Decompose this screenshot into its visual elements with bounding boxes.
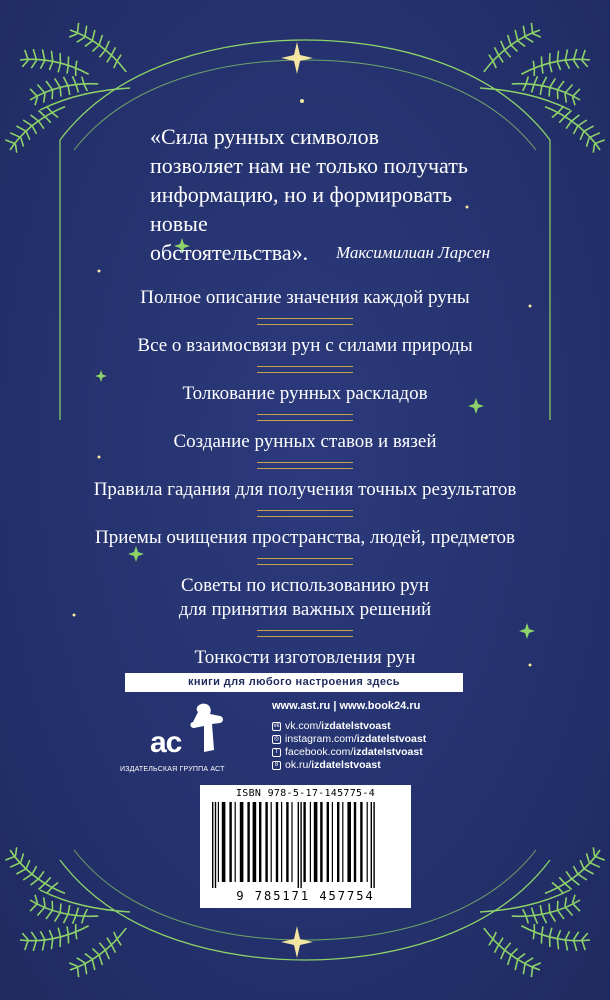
website-links[interactable]: www.ast.ru | www.book24.ru xyxy=(272,700,421,712)
svg-text:ac: ac xyxy=(150,726,182,759)
barcode-bars xyxy=(210,802,404,888)
gold-divider xyxy=(257,462,353,469)
publisher-name: ИЗДАТЕЛЬСКАЯ ГРУППА АСТ xyxy=(120,766,225,773)
gold-divider xyxy=(257,558,353,565)
feature-item: Правила гадания для получения точных результатов xyxy=(93,479,517,500)
feature-list xyxy=(40,286,570,670)
social-link-ok[interactable]: 8 ok.ru/ izdatelstvoast xyxy=(272,759,472,772)
quote-line: информацию, но и формировать новые xyxy=(150,182,453,236)
vk-icon: vk xyxy=(273,723,280,729)
social-links xyxy=(272,720,472,772)
gold-divider xyxy=(257,510,353,517)
social-link-vk[interactable]: vk vk.com/ izdatelstvoast xyxy=(273,720,391,732)
feature-item: Создание рунных ставов и вязей xyxy=(173,431,437,452)
ean-number: 9 785171 457754 xyxy=(236,889,375,903)
tagline-banner: книги для любого настроения здесь xyxy=(125,673,463,692)
feature-item: Толкование рунных раскладов xyxy=(182,383,428,404)
publisher-logo xyxy=(120,700,270,780)
bottom-star-icon xyxy=(281,926,313,958)
quote-line: позволяет нам не только получать xyxy=(150,153,468,178)
quote-line: обстоятельства». xyxy=(150,240,309,265)
feature-item: Советы по использованию рун для принятия важных решений xyxy=(178,575,432,620)
feature-item: Все о взаимосвязи рун с силами природы xyxy=(137,335,473,356)
facebook-icon: f xyxy=(272,748,281,757)
social-link-facebook[interactable]: f facebook.com/ izdatelstvoast xyxy=(272,746,472,759)
instagram-icon: ◎ xyxy=(273,736,280,742)
quote-line: «Сила рунных символов xyxy=(150,124,380,149)
isbn-label: ISBN 978-5-17-145775-4 xyxy=(235,788,376,799)
gold-divider xyxy=(257,318,353,325)
feature-item: Полное описание значения каждой руны xyxy=(140,287,470,308)
publisher-links xyxy=(272,700,472,772)
social-link-instagram[interactable]: ◎ instagram.com/ izdatelstvoast xyxy=(273,733,427,745)
gold-divider xyxy=(257,366,353,373)
isbn-barcode xyxy=(200,785,411,908)
gold-divider xyxy=(257,414,353,421)
ast-logo-icon xyxy=(120,700,270,766)
quote-author: Максимилиан Ларсен xyxy=(335,243,490,262)
feature-item: Приемы очищения пространства, людей, предметов xyxy=(94,527,516,548)
gold-divider xyxy=(257,630,353,637)
ok-icon: 8 xyxy=(272,761,281,770)
top-star-icon xyxy=(281,42,313,74)
feature-item: Тонкости изготовления рун xyxy=(194,647,416,668)
